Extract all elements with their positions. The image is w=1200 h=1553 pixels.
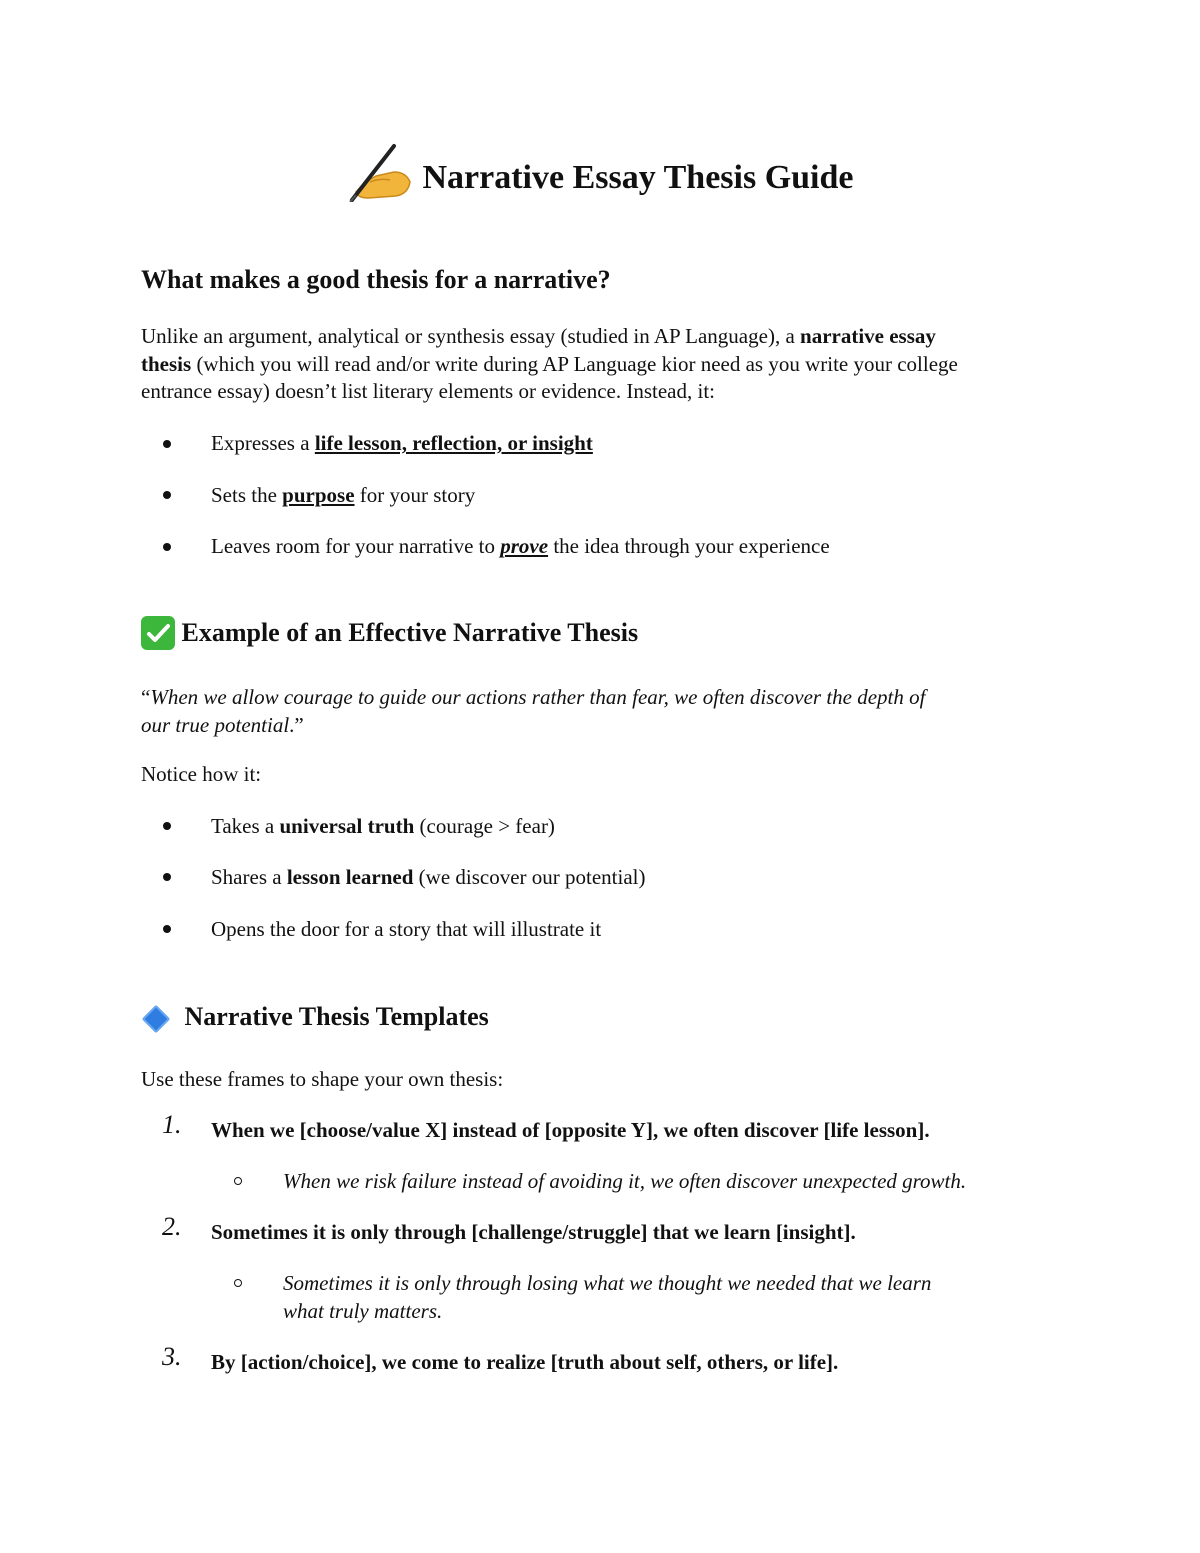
title-text: Narrative Essay Thesis Guide <box>422 159 854 196</box>
check-mark-icon <box>141 616 175 650</box>
template-frame: Sometimes it is only through [challenge/struggle] that we learn [insight]. <box>211 1220 856 1244</box>
templates-heading-text: Narrative Thesis Templates <box>184 1002 489 1031</box>
writing-hand-icon <box>346 142 414 202</box>
sub-bullet-ring <box>234 1279 242 1287</box>
list-item: Leaves room for your narrative to prove the idea through your experience <box>211 534 830 558</box>
example-heading-text: Example of an Effective Narrative Thesis <box>181 618 639 647</box>
notice-text: Notice how it: <box>141 762 262 786</box>
bullet-dot <box>163 925 171 933</box>
intro-bold-thesis: thesis <box>141 351 192 376</box>
intro-text-3: entrance essay) doesn’t list literary elements or evidence. Instead, it: <box>141 379 715 403</box>
template-example: When we risk failure instead of avoiding it, we often discover unexpected growth. <box>283 1169 967 1193</box>
item-number: 1. <box>162 1110 182 1139</box>
bullet-dot <box>163 873 171 881</box>
emphasis-prove: prove <box>500 534 549 558</box>
section-heading-good-thesis: What makes a good thesis for a narrative? <box>141 265 611 294</box>
template-frame: By [action/choice], we come to realize [truth about self, others, or life]. <box>211 1350 839 1374</box>
template-frame: When we [choose/value X] instead of [opposite Y], we often discover [life lesson]. <box>211 1118 930 1142</box>
emphasis-purpose: purpose <box>282 483 355 507</box>
templates-intro: Use these frames to shape your own thesis: <box>141 1067 504 1091</box>
item-number: 2. <box>162 1212 182 1241</box>
page-title <box>0 148 1200 210</box>
bullet-dot <box>163 440 171 448</box>
list-item: Expresses a life lesson, reflection, or insight <box>211 431 593 455</box>
list-item: Opens the door for a story that will illustrate it <box>211 917 602 941</box>
list-item: Sets the purpose for your story <box>211 483 476 507</box>
intro-text-2: (which you will read and/or write during AP Language kior need as you write your college <box>191 351 958 376</box>
section-heading-example <box>141 617 638 652</box>
intro-paragraph <box>141 323 1071 406</box>
sub-bullet-ring <box>234 1177 242 1185</box>
intro-bold-narrative-essay: narrative essay <box>800 324 936 348</box>
list-item: Takes a universal truth (courage > fear) <box>211 814 555 838</box>
template-example: Sometimes it is only through losing what we thought we needed that we learn what truly matters. <box>283 1271 932 1323</box>
bullet-dot <box>163 491 171 499</box>
section-heading-templates <box>146 1001 489 1033</box>
bullet-dot <box>163 543 171 551</box>
blue-diamond-icon <box>142 1005 170 1033</box>
emphasis-life-lesson: life lesson, reflection, or insight <box>314 431 593 455</box>
item-number: 3. <box>162 1342 182 1371</box>
bullet-dot <box>163 822 171 830</box>
list-item: Shares a lesson learned (we discover our potential) <box>211 865 646 889</box>
intro-text-1: Unlike an argument, analytical or synthesis essay (studied in AP Language), a <box>141 324 801 348</box>
example-quote: “When we allow courage to guide our actions rather than fear, we often discover the depth of our true potential.” <box>141 685 926 737</box>
